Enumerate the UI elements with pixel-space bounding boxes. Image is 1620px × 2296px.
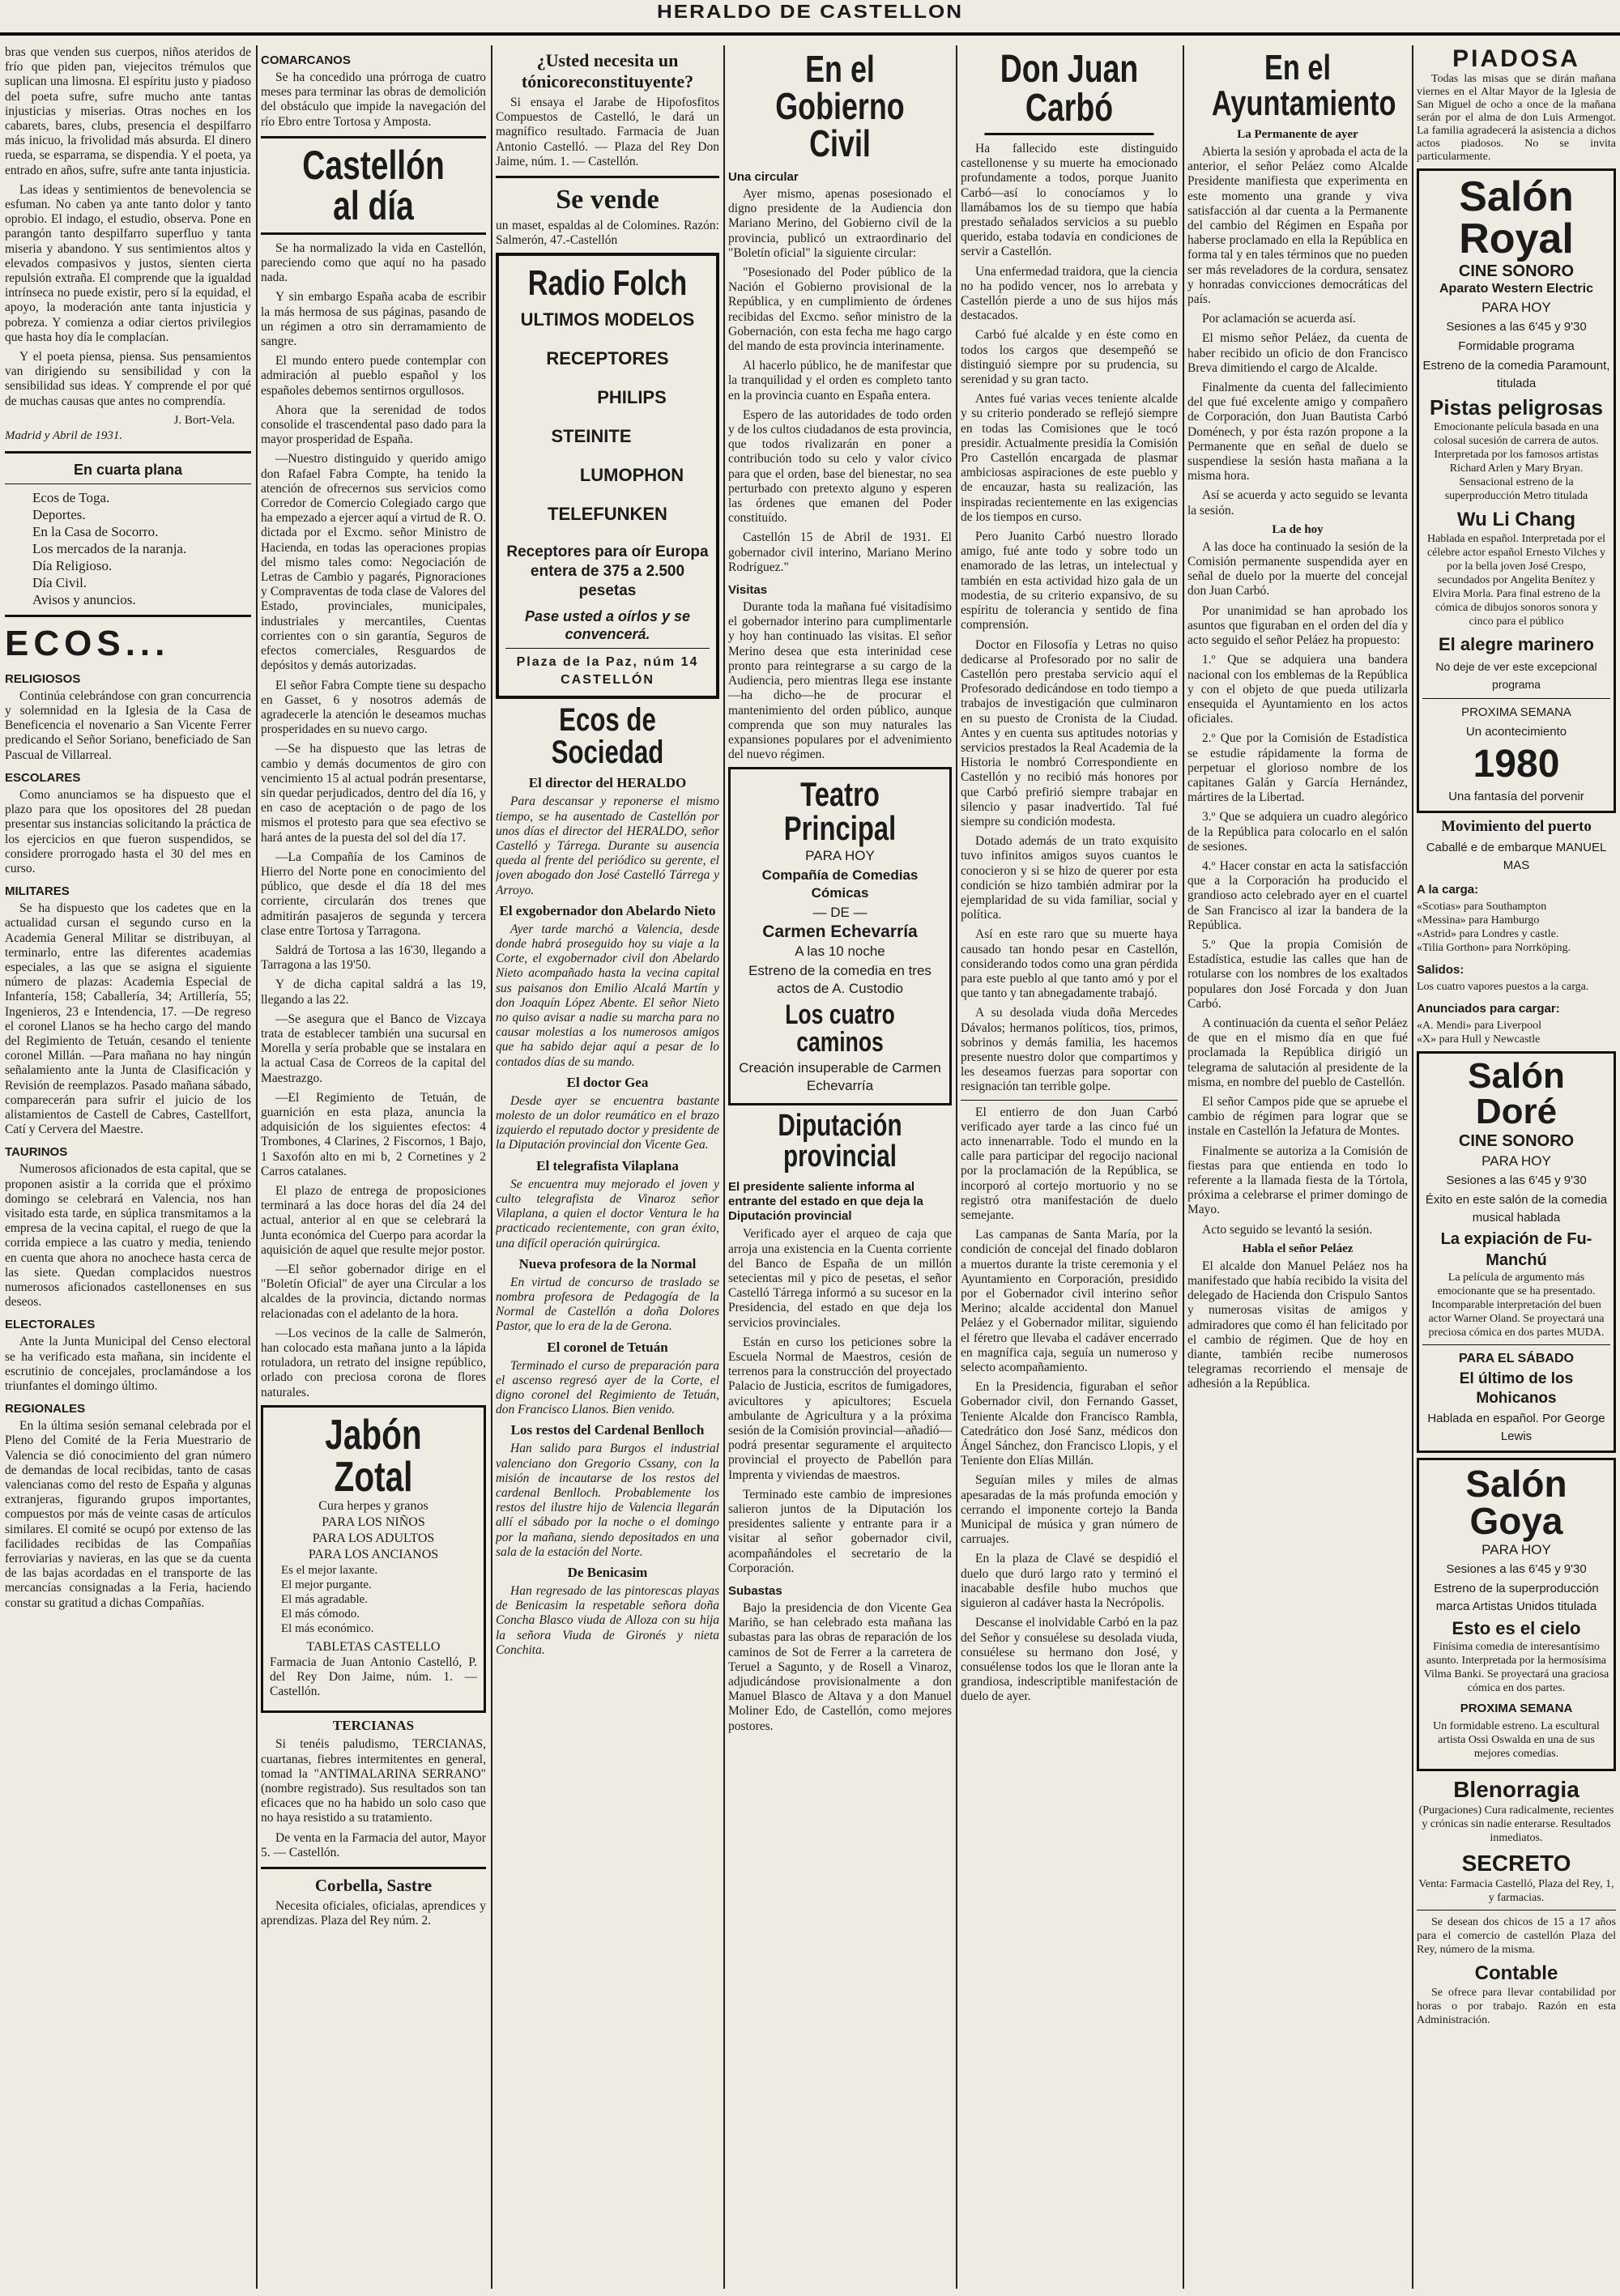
goya-line: Estreno de la superproducción marca Artistas Unidos titulada [1434,1582,1599,1613]
divider [261,136,486,138]
ayuntamiento-title: En el Ayuntamiento [1211,48,1396,123]
article-paragraph: A su desolada viuda doña Mercedes Dávalos; hermanos políticos, tíos, primos, sobrinos y demás familia, les hacemos presente nuestro dolor que compartimos y les deseamos fuerzas para soportar con resignación tan terrible golpe. [961,1006,1178,1094]
salon-royal-ad [1417,168,1616,813]
article-paragraph: Ha fallecido este distinguido castellonense y su muerte ha emocionado profundamente a todos, porque Juanito Carbó—así lo conocíamos y lo llamábamos los de su tiempo que había prestado señalados servicios a su pueblo querido, estaba todavía en condiciones de servir a Castellón. [961,142,1178,259]
goya-film: Esto es el cielo [1452,1618,1581,1638]
section-text: Continúa celebrándose con gran concurrencia y solemnidad en la Iglesia de la Casa de Beneficencia el novenario a San Vicente Ferrer predicando el Señor Soriano, beneficiado de San Pascual de Villarreal. [5,688,251,762]
dore-line: Sesiones a las 6'45 y 9'30 [1446,1174,1587,1187]
section-title: ELECTORALES [5,1318,96,1332]
royal-line: Sesiones a las 6'45 y 9'30 [1446,320,1587,334]
article-paragraph: "Posesionado del Poder público de la Nación el Gobierno provisional de la República, y en cumplimiento de órdenes recibidas del Excmo. señor ministro de la Gobernación, con esta fecha me hago cargo del mando de esta provincia interinamente. [728,266,952,354]
section-text: Numerosos aficionados de esta capital, que se proponen asistir a la corrida que el próximo domingo se celebrará en Valencia, nos han visitado esta tarde, en súplica transmitamos a la empresa de la vecina capital, el ruego de que la corrida empiece a las cuatro y media, teniendo en cuenta que ahora no anochece hasta cerca de las siete. Quedan complacidos nuestros numerosos aficionados castellonenses en sus deseos. [5,1162,251,1310]
section-text: En la última sesión semanal celebrada por el Pleno del Comité de la Feria Muestrario de Valencia se dió conocimiento del gran número de demandas de local recibidas, tanto de casas valencianas como del resto de España y algunas extranjeras, figurando grupos importantes, compuestos por más de veinte casas de artículos similares. El comité se ocupó por extenso de las facilidades recibidas de las Compañías ferroviarias y navieras, en las que se da cuenta de las bajas acordadas en el transporte de las mercancías consignadas a la Feria, haciendo constar su gratitud a dichas Compañías. [5,1419,251,1610]
section-title: ESCOLARES [5,770,81,785]
item-head: El director del HERALDO [528,775,687,791]
article-paragraph: —Se asegura que el Banco de Vizcaya trata de establecer también una sucursal en Morella y sería probable que se instalara en la actual Casa de Correos de la capital del Maestrazgo. [261,1012,486,1085]
radio-address: Plaza de la Paz, núm 14 CASTELLÓN [516,655,699,688]
section-text: Ante la Junta Municipal del Censo electoral se ha verificado esta mañana, sin incidente el escrutinio de concejales, proclamándose a los triunfantes el domingo último. [5,1335,251,1393]
teatro-line: Estreno de la comedia en tres actos de A. Custodio [748,963,932,997]
column-7 [1417,45,1616,2289]
divider [1422,1344,1610,1345]
zotal-list [270,1563,477,1636]
index-title: En cuarta plana [73,461,183,478]
dore-film: La expiación de Fu-Manchú [1440,1230,1592,1269]
goya-title: Salón Goya [1465,1463,1567,1542]
item-text: Ayer tarde marchó a Valencia, desde donde habrá proseguido hoy su viaje a la Corte, el exgobernador civil don Abelardo Nieto acompañado hasta la vecina capital sus paisanos don Emilio Alcalá Martín y don Joaquín López Abente. El señor Nieto no quiso avisar a nadie su marcha para no causar molestias a los numerosos amigos que ha sabido dejar aquí a pesar de lo contados días de su mando. [496,922,719,1069]
radio-line: PHILIPS [597,387,667,408]
dore-text: La película de argumento más emocionante que se ha presentado. Incomparable interpretación del buen actor Warner Oland. Se proyectará una preciosa cómica en dos partes MUDA. [1428,1272,1605,1339]
teatro-line: — DE — [812,905,868,921]
divider [5,615,251,617]
article-paragraph: —El señor gobernador dirige en el "Boletín Oficial" de ayer una Circular a los alcaldes de la provincia, dictando normas relacionadas con el adelanto de la hora. [261,1263,486,1321]
column-4 [728,45,952,2289]
royal-note: No deje de ver este excepcional programa [1435,660,1597,691]
anunciados-list [1417,1019,1616,1046]
section-title: Salidos: [1417,963,1464,977]
royal-line: CINE SONORO [1458,262,1575,280]
tabletas-title: TABLETAS CASTELLO [306,1639,441,1654]
zotal-line: PARA LOS ANCIANOS [308,1547,439,1561]
section-title: A la carga: [1417,883,1479,897]
index-item: Los mercados de la naranja. [32,540,187,556]
divider [5,451,251,454]
divider [5,483,251,484]
divider [496,176,719,178]
proxima-semana: PROXIMA SEMANA [1461,705,1571,719]
year-1980: 1980 [1473,743,1560,786]
item-text: Han salido para Burgos el industrial valenciano don Gregorio Cssany, con la misión de incautarse de los restos del cardenal Benlloch. Probablemente los restos del ilustre hijo de Valencia llegarán allí el sábado por la noche o el domingo por la mañana, siendo depositados en una sala de la estación del Norte. [496,1442,719,1559]
teatro-foot: Creación insuperable de Carmen Echevarría [739,1060,941,1094]
dore-line: Éxito en este salón de la comedia musical hablada [1425,1193,1608,1225]
carga-item: «Astrid» para Londres y castle. [1417,928,1559,940]
section-title: La Permanente de ayer [1237,128,1358,141]
index-item: Día Civil. [32,574,87,590]
royal-text: Hablada en español. Interpretada por el célebre actor español Ernesto Vilches y por la bella joven José Crespo, secundados por Angelita Benítez y Elvira Morla. Para final estreno de la cómica de dibujos sonoros sonora y cinco para el público [1426,533,1606,628]
section-title: Una circular [728,170,799,184]
teatro-title: Teatro Principal [783,775,897,848]
teatro-principal-ad [728,767,952,1105]
teatro-line: A las 10 noche [795,944,885,960]
blenorragia-title: Blenorragia [1453,1777,1580,1802]
zotal-ad [261,1405,486,1714]
secreto-text: Venta: Farmacia Castelló, Plaza del Rey, 1, y farmacias. [1418,1878,1614,1904]
article-paragraph: —Se ha dispuesto que las letras de cambio y demás documentos de giro con vencimiento 15 al actual podrán presentarse, sin quedar perjudicados, dentro del día 16, y en caso de aceptación o de pago de los mismos el protesto para que sea efectivo se hará antes de la puesta del sol del día 17. [261,742,486,845]
column-rule [956,45,957,2289]
tonic-text: Si ensaya el Jarabe de Hipofosfitos Compuestos de Castelló, le dará un magnífico resultado. Farmacia de Juan Antonio Castelló. — Plaza del Rey Don Jaime, núm. 1. — Castellón. [496,96,719,168]
zotal-list-item: El más agradable. [281,1592,369,1606]
article-paragraph: Por unanimidad se han aprobado los asuntos que figuraban en el orden del día y acto seguido el señor Peláez ha propuesto: [1187,603,1408,648]
article-paragraph: El plazo de entrega de proposiciones terminará a las doce horas del día 24 del actual, anterior al en que se celebrará la Junta económica del Cuerpo para acordar la aquisición de aquel que resulte mejor postor. [261,1184,486,1257]
article-paragraph: Por aclamación se acuerda así. [1202,312,1356,326]
article-paragraph: Castellón 15 de Abril de 1931. El gobernador civil interino, Mariano Merino Rodríguez." [728,530,952,574]
contable-text: Se ofrece para llevar contabilidad por horas o por trabajo. Razón en esta Administración. [1417,1987,1616,2026]
carga-item: «Scotias» para Southampton [1417,901,1547,913]
article-paragraph: El mismo señor Peláez, da cuenta de haber recibido un oficio de don Francisco Breva dimitiendo el cargo de Alcalde. [1187,331,1408,375]
diputacion-subhead: El presidente saliente informa al entrante del estado en que deja la Diputación provincial [728,1180,923,1224]
article-paragraph: Seguían miles y miles de almas apesaradas de la más profunda emoción y cerrando el imponente cortejo la Banda Municipal de música y gran número de carruajes. [961,1473,1178,1547]
corbella-text: Necesita oficiales, oficialas, aprendices y aprendizas. Plaza del Rey núm. 2. [261,1899,486,1928]
article-paragraph: Así en este raro que su muerte haya causado tan hondo pesar en Castellón, considerando todos como una gran pérdida para este pueblo al que tanto amó y por el que tanto y tan abnegadamente trabajó. [961,927,1178,1001]
sabado-film: El último de los Mohicanos [1459,1370,1574,1407]
dore-title: Salón Doré [1468,1056,1565,1131]
royal-line: Estreno de la comedia Paramount, titulada [1422,359,1610,390]
item-head: El doctor Gea [566,1074,649,1090]
index-item: Avisos y anuncios. [32,591,136,607]
article-paragraph: El entierro de don Juan Carbó verificado ayer tarde a las cinco fué un acto innenarrable. Todo el mundo en la calle para participar del regocijo nacional por la proclamación de la República, se incorporó al cortejo mortuorio y no se registró otra manifestación de duelo semejante. [961,1105,1178,1223]
tercianas-title: TERCIANAS [332,1718,415,1734]
dore-line: CINE SONORO [1458,1132,1575,1150]
masthead [0,0,1620,36]
se-vende-title: Se vende [556,185,659,215]
item-head: El exgobernador don Abelardo Nieto [499,902,716,918]
radio-cta: Pase usted a oírlos y se convencerá. [524,608,691,643]
column-5 [961,45,1178,2289]
column-2 [261,45,486,2289]
article-paragraph: Las ideas y sentimientos de benevolencia se esfuman. No caben ya ante tanto dolor y tanto oprobio. El indago, el estudio, observa. Pone en parangón tanto despilfarro superfluo y tanta miseria y abandono. Y sus sentimientos altos y elevados compasivos y justos, sienten cierta repulsión extraña. El comprende que la igualdad intrínseca no puede existir, pero sí la equidad, el apoyo, la moderación ante tanta injusticia y pobreza. Y comienza a odiar ciertos privilegios que hasta hoy día le complacían. [5,182,251,344]
goya-line: Sesiones a las 6'45 y 9'30 [1446,1562,1587,1576]
index-list [5,489,251,608]
teatro-line: Carmen Echevarría [762,922,918,942]
sabado: PARA EL SÁBADO [1459,1352,1574,1365]
column-1 [5,45,251,2289]
zotal-list-item: Es el mejor laxante. [281,1563,378,1577]
index-item: Día Religioso. [32,557,113,573]
contable-title: Contable [1474,1962,1558,1984]
column-rule [723,45,725,2289]
article-paragraph: Saldrá de Tortosa a las 16'30, llegando a Tarragona a las 19'50. [261,943,486,973]
item-head: De Benicasim [567,1564,648,1580]
column-3 [496,45,719,2289]
article-paragraph: Se ha normalizado la vida en Castellón, pareciendo como que aquí no ha pasado nada. [261,241,486,285]
article-paragraph: 2.º Que por la Comisión de Estadística se estudie rápidamente la forma de perpetuar el glorioso nombre de los capitanes Galán y García Hernández, mártires de la Libertad. [1187,731,1408,805]
article-paragraph: Ahora que la serenidad de todos consolide el trascendental paso dado para la mayor prosperidad de España. [261,403,486,447]
article-paragraph: El señor Campos pide que se apruebe el cambio de régimen para lograr que se instale en Castellón la Jefatura de Montes. [1187,1094,1408,1139]
teatro-play: Los cuatro caminos [785,999,895,1059]
royal-film: El alegre marinero [1439,634,1594,654]
royal-line: Formidable programa [1458,339,1575,353]
divider [505,648,710,649]
article-paragraph: Abierta la sesión y aprobada el acta de la anterior, el señor Peláez como Alcalde Presidente manifiesta que experimenta en este momento una grande y viva satisfacción al dar cuenta a la Permanente del cambio del Régimen en España por haberse proclamado en ella la República en forma tal y en tales términos que no pueden ser más reveladores de la cordura, sensatez y honradas convicciones democráticas del país. [1187,145,1408,307]
article-paragraph: Espero de las autoridades de todo orden y de los cultos ciudadanos de esta provincia, que todos rivalizarán en poner a contribución todo su celo y valor cívico para que el orden, base del bienestar, no sea perturbado con pretexto alguno y esperen las órdenes que emanen del Poder constituído. [728,407,952,526]
royal-line: Aparato Western Electric [1439,282,1593,296]
teatro-line: PARA HOY [805,848,875,864]
goya-line: PARA HOY [1481,1542,1551,1557]
gobierno-civil-title: En el Gobierno Civil [775,48,905,164]
article-paragraph: Descanse el inolvidable Carbó en la paz del Señor y consuélese su desolada viuda, consuélese su hermano don José, y consuélense todos los que le lloran ante la grandiosa, indescriptible manifestación de duelo de ayer. [961,1616,1178,1704]
article-paragraph: Al hacerlo público, he de manifestar que la tranquilidad y el orden es completo tanto en la provincia cuanto en España entera. [728,359,952,403]
juan-carbo-title: Don Juan Carbó [984,50,1153,135]
article-paragraph: 4.º Hacer constar en acta la satisfacción que a la Corporación ha producido el grandioso acto celebrado ayer en el cuartel de San Francisco al izar la bandera de la República. [1187,858,1408,932]
item-head: Nueva profesora de la Normal [518,1255,697,1272]
article-paragraph: Verificado ayer el arqueo de caja que arroja una existencia en la Cuenta corriente del Banco de España de un millón setecientas mil y pico de pesetas, el señor Castelló Tárrega informó a su sucesor en la Presidencia, del estado en que deja los servicios provinciales. [728,1227,952,1330]
divider [1422,698,1610,699]
column-6 [1187,45,1408,2289]
article-paragraph: En la Presidencia, figuraban el señor Gobernador civil, don Fernando Gasset, Teniente Alcalde don Francisco Rambla, Catedrático don José Sanz, médicos don Ángel Sánchez, don Francisco Llopis, y el Teniente don Elías Millán. [961,1380,1178,1468]
dateline: Madrid y Abril de 1931. [5,428,123,442]
goya-prox-text: Un formidable estreno. La escultural artista Ossi Oswalda en una de sus mejores comedias. [1433,1720,1600,1760]
column-rule [1412,45,1413,2289]
piadosa-text: Todas las misas que se dirán mañana viernes en el Altar Mayor de la Iglesia de San Miguel de ocho a once de la mañana serán por el alma de don Luis Armengot. La familia agradecerá la asistencia a dichos actos piadosos. No se invita particularmente. [1417,73,1616,163]
anunciados-item: «X» para Hull y Newcastle [1417,1033,1541,1046]
diputacion-title: Diputación provincial [778,1109,902,1174]
item-head: El coronel de Tetuán [547,1339,668,1355]
article-paragraph: Finalmente se autoriza a la Comisión de fiestas para que entienda en todo lo referente a la llamada fiesta de la Tórtola, próxima a celebrarse el primer domingo de Mayo. [1187,1144,1408,1217]
se-vende-text: un maset, espaldas al de Colomines. Razón: Salmerón, 47.-Castellón [496,219,719,248]
royal-film: Wu Li Chang [1456,509,1576,530]
article-paragraph: Antes fué varias veces teniente alcalde y su criterio ponderado se reflejó siempre en todas las Comisiones que le tocó presidir. Actualmente presidía la Comisión Pro Castellón encargada de plasmar ambiciosas aspiraciones de este pueblo y de encauzar, hasta su realización, las inspiradas recientemente en las exigencias de los tiempos en curso. [961,392,1178,524]
article-paragraph: El señor Fabra Compte tiene su despacho en Gasset, 6 y nosotros además de agradecerle la atención le deseamos muchas prosperidades en su nuevo cargo. [261,678,486,737]
newspaper-title: HERALDO DE CASTELLON [657,0,963,23]
item-head: Los restos del Cardenal Benlloch [510,1422,705,1438]
fantasia: Una fantasía del porvenir [1448,790,1584,803]
acontecimiento: Un acontecimiento [1465,725,1567,739]
tercianas-text: De venta en la Farmacia del autor, Mayor 5. — Castellón. [261,1830,486,1859]
royal-film: Pistas peligrosas [1430,395,1603,420]
zotal-subtitle: Cura herpes y granos [318,1498,428,1513]
item-text: En virtud de concurso de traslado se nombra profesora de Pedagogía de la Normal de Castellón a doña Dolores Pastor, que lo era de la de Gerona. [496,1275,719,1334]
article-paragraph: Una enfermedad traidora, que la ciencia no ha podido vencer, nos lo arrebata y Castellón pierde a uno de sus hijos más destacados. [961,264,1178,323]
article-paragraph: Y el poeta piensa, piensa. Sus pensamientos van dirigiendo su sensibilidad y con la sensibilidad sus ideas. Y comprende el por qué de muchas causas que antes no comprendía. [5,350,251,408]
index-item: En la Casa de Socorro. [32,523,159,539]
radio-folch-ad [496,253,719,699]
divider [261,232,486,235]
article-paragraph: A continuación da cuenta el señor Peláez de que en el mismo día en que fué proclamada la República dirigió un telegrama de salutación al presidente de la misma, en nombre del pueblo de Castellón. [1187,1016,1408,1089]
section-title: REGIONALES [5,1402,86,1416]
radio-line: ULTIMOS MODELOS [520,309,695,330]
chicos-text: Se desean dos chicos de 15 a 17 años para el comercio de castellón Plaza del Rey, número de la misma. [1417,1916,1616,1956]
radio-line: STEINITE [551,426,632,447]
article-paragraph: Las campanas de Santa María, por la condición de concejal del finado doblaron a muertos durante la triste ceremonia y el Ayuntamiento en Corporación, presidido por el Gobernador civil interino señor Merino; alcalde accidental don Manuel Peláez y el Gobernador militar, siguiendo el féretro que llevaba el cadáver encerrado en magnífica caja, seguía un numeroso y selecto acompañamiento. [961,1228,1178,1375]
salon-goya-ad [1417,1458,1616,1771]
item-text: Desde ayer se encuentra bastante molesto de un dolor reumático en el brazo izquierdo el reputado doctor y presidente de la Diputación provincial don Vicente Gea. [496,1093,719,1152]
article-paragraph: Ayer mismo, apenas posesionado el digno presidente de la Audiencia don Mariano Merino, del Gobierno civil de la provincia, publicó un extraordinario del "Boletín oficial" la siguiente circular: [728,187,952,260]
dore-line: PARA HOY [1481,1153,1551,1169]
article-paragraph: Y de dicha capital saldrá a las 19, llegando a las 22. [261,978,486,1007]
royal-text: Emocionante película basada en una colosal sucesión de carrera de autos. Interpretada por los famosos artistas Richard Arlen y Mary Bryan. Sensacional estreno de la superproducción Metro titulada [1434,421,1599,502]
article-paragraph: —Los vecinos de la calle de Salmerón, han colocado esta mañana junto a la lápida rotuladora, un retrato del insigne repúblico, orlado con preciosa corona de flores naturales. [261,1326,486,1399]
tabletas-text: Farmacia de Juan Antonio Castelló, P. del Rey Don Jaime, núm. 1. — Castellón. [270,1655,477,1699]
column-rule [491,45,492,2289]
article-paragraph: 5.º Que la propia Comisión de Estadística, estudie las calles que han de rotularse con los nombres de los exaltados populares don José Forcada y don Juan Carbó. [1187,937,1408,1011]
tonic-title: ¿Usted necesita un tónicoreconstituyente? [521,50,694,92]
zotal-line: PARA LOS NIÑOS [322,1514,425,1529]
section-title: TAURINOS [5,1145,68,1160]
item-text: Han regresado de las pintorescas playas de Benicasim la respetable señora doña Concha Blasco viuda de Alloza con su hija la señora Viuda de Gironés y nieta Conchita. [496,1583,719,1657]
divider [961,1100,1178,1101]
anunciados-item: «A. Mendi» para Liverpool [1417,1020,1541,1032]
divider [261,1867,486,1869]
goya-text: Finísima comedia de interesantísimo asunto. Interpretada por la hermosísima Vilma Banki. Se proyectará una graciosa cómica en dos partes. [1423,1641,1609,1694]
tercianas-text: Si tenéis paludismo, TERCIANAS, cuartanas, fiebres intermitentes en general, tomad la "ANTIMALARINA SERRANO" (nombre registrado). Sus resultados son tan eficaces que no ha habido un solo caso que no haya resistido a su tratamiento. [261,1737,486,1825]
article-paragraph: Acto seguido se levantó la sesión. [1202,1222,1373,1237]
item-head: El telegrafista Vilaplana [536,1157,679,1174]
article-paragraph: 3.º Que se adquiera un cuadro alegórico de la República para colocarlo en el salón de sesiones. [1187,810,1408,854]
article-paragraph: El alcalde don Manuel Peláez nos ha manifestado que había recibido la visita del delegado de Hacienda don Crispulo Santos y numerosas visitas de amigos y admiradores que como él han felicitado por el cambio de régimen. Que de hoy en diante, también recibe numerosos telegramas recorriendo el mensaje de adhesión a la República. [1187,1259,1408,1391]
teatro-line: Compañía de Comedias Cómicas [761,867,919,901]
article-paragraph: Dotado además de un trato exquisito tuvo infinitos amigos suyos cuantos le conocieron y si se hizo de querer por esta condición se hizo también admirar por la ejemplaridad de su vida familiar, social y política. [961,834,1178,922]
section-title: Anunciados para cargar: [1417,1002,1560,1016]
section-title: Subastas [728,1583,782,1598]
article-paragraph: Durante toda la mañana fué visitadísimo el gobernador interino para cumplimentarle y hoy han continuado las visitas. El señor Merino desea que esta interinidad cese pronto para reintegrarse a su cargo de la Audiencia, pero mientras llega ese instante—ha dicho—he de procurar el mantenimiento del orden público, aunque comprenda que son muy naturales las expansiones populares por el advenimiento del nuevo régimen. [728,600,952,762]
royal-title: Salón Royal [1459,173,1574,262]
ecos-sociedad-title: Ecos de Sociedad [551,702,664,771]
zotal-list-item: El más económico. [281,1621,374,1635]
goya-prox: PROXIMA SEMANA [1460,1702,1573,1715]
article-paragraph: Están en curso los peticiones sobre la Escuela Normal de Maestros, cesión de terrenos para la construcción del proyectado Palacio de Justicia, escritos de fumigadores, avicultores y apicultores; Escuela ambulante de Agricultura y a la próxima sesión de la Comisión provincial—añadió—podrá presentar seguramente el arquitecto provincial el proyecto de Pabellón para Imprenta y viviendas de maestros. [728,1335,952,1482]
radio-line: RECEPTORES [546,348,669,369]
article-paragraph: Pero Juanito Carbó nuestro llorado amigo, fué ante todo y sobre todo un enamorado de las letras, un intelectual y también en esta actividad hizo gala de un modestia, de su criterio expansivo, de su espíritu de tolerancia y sentido de fina comprensión. [961,530,1178,633]
section-text: Se ha concedido una prórroga de cuatro meses para terminar las obras de demolición del obstáculo que impide la navegación del río Ebro entre Tortosa y Amposta. [261,70,486,129]
index-item: Deportes. [32,506,86,522]
column-rule [256,45,258,2289]
zotal-list-item: El más cómodo. [281,1607,360,1621]
section-title: COMARCANOS [261,53,351,67]
zotal-list-item: El mejor purgante. [281,1578,372,1591]
article-paragraph: —Nuestro distinguido y querido amigo don Rafael Fabra Compte, ha tenido la atención de ofrecernos sus servicios como Corredor de Comercio Colegiado cargo que ha empezado a ejercer aquí a virtud de R. O. dictada por el Excmo. señor Ministro de Hacienda, en todas las operaciones propias del mismo tales como: Negociación de Letras de Cambio y pagarés, Pignoraciones y Compraventas de toda clase de Valores del Estado, provinciales, municipales, industriales y mercantiles, Cuentas corrientes con o sin garantía, Seguros de efectos comerciales, Resguardos de depósitos y demás autorizadas. [261,452,486,673]
signature: J. Bort-Vela. [173,413,235,427]
sabado-text: Hablada en español. Por George Lewis [1427,1412,1605,1443]
ecos-heading: ECOS... [5,623,170,663]
article-paragraph: Doctor en Filosofía y Letras no quiso dedicarse al Profesorado por no salir de Castellón pero prestaba servicio aquí el Profesorado dedicándose en todo tiempo a trabajos de investigación que culminaron en su puesto de Cronista de la Ciudad. Antes y en cuenta sus aptitudes notorias y servicios prestados la Real Academia de la Historia le nombró Correspondiente en Castellón y no recibió más honores por que Carbó prefirió siempre trabajar en silencio y pasar inadvertido. Tal fué siempre su condición modesta. [961,637,1178,829]
article-paragraph: A las doce ha continuado la sesión de la Comisión permanente suspendida ayer en señal de duelo por la muerte del concejal don Juan Carbó. [1187,539,1408,598]
corbella-title: Corbella, Sastre [314,1876,433,1896]
index-item: Ecos de Toga. [32,489,110,505]
castellon-al-dia-title: Castellón al día [302,142,445,228]
section-title: MILITARES [5,884,70,899]
radio-line: TELEFUNKEN [548,504,667,525]
blenorragia-text: (Purgaciones) Cura radicalmente, recientes y crónicas sin nadie enterarse. Resultados inmediatos. [1418,1804,1614,1844]
section-title: RELIGIOSOS [5,671,81,686]
article-paragraph: Y sin embargo España acaba de escribir la más hermosa de sus páginas, pasando de un régimen a otro sin derramamiento de sangre. [261,290,486,349]
zotal-title: Jabón Zotal [325,1411,422,1501]
section-text: Como anunciamos se ha dispuesto que el plazo para que los opositores del 28 puedan presentar sus instancias solicitando la práctica de los ejercicios en que fueron suspendidos, se considere prorrogado hasta el 30 del mes en curso. [5,787,251,875]
article-paragraph: Carbó fué alcalde y en éste como en todos los cargos que desempeñó se distinguió siempre por su prudencia, su serenidad y su gran tacto. [961,328,1178,387]
carga-list [1417,900,1616,955]
carga-item: «Messina» para Hamburgo [1417,914,1540,926]
radio-folch-title: Radio Folch [527,263,688,304]
movimiento-title: Movimiento del puerto [1441,818,1592,835]
article-paragraph: —La Compañía de los Caminos de Hierro del Norte pone en conocimiento del público, que desde el día 18 del mes corriente, circularán dos trenes que admitirán pasajeros de segunda y tercera clase entre Tortosa y Tarragona. [261,850,486,938]
article-paragraph: —El Regimiento de Tetuán, de guarnición en esta plaza, anuncia la adquisición de los siguientes efectos: 4 Trombones, 4 Clarines, 2 Fiscornos, 1 Bajo, 1 Saxofón alto en mi b, 2 Cornetines y 2 Carros catalanes. [261,1090,486,1178]
radio-offer: Receptores para oír Europa entera de 375 a 2.500 pesetas [506,543,709,600]
section-title: Habla el señor Peláez [1242,1242,1354,1255]
article-paragraph: Finalmente da cuenta del fallecimiento del que fué excelente amigo y compañero de Corporación, don Juan Bautista Carbó Doménech, y por ésta razón propone a la Permanente que en señal de duelo se suspendiese la sesión hasta mañana a la misma hora. [1187,381,1408,483]
article-paragraph: Así se acuerda y acto seguido se levanta la sesión. [1187,488,1408,518]
section-title: La de hoy [1272,522,1324,536]
secreto-title: SECRETO [1461,1851,1571,1876]
article-paragraph: En la plaza de Clavé se despidió el duelo que duró largo rato y terminó el inacabable desfile hubo muchos que siguieron al cadáver hasta la Necrópolis. [961,1552,1178,1611]
movimiento-text: Caballé e de embarque MANUEL MAS [1426,841,1607,872]
section-title: Visitas [728,583,768,598]
item-text: Se encuentra muy mejorado el joven y culto telegrafista de Vinaroz señor Vilaplana, a quien el doctor Ventura le ha practicado recientemente, con gran éxito, una difícil operación quirúrgica. [496,1177,719,1250]
royal-line: PARA HOY [1481,300,1551,315]
column-rule [1183,45,1184,2289]
salon-dore-ad [1417,1051,1616,1453]
zotal-line: PARA LOS ADULTOS [312,1531,435,1545]
piadosa-title: PIADOSA [1452,45,1580,72]
article-paragraph: El mundo entero puede contemplar con admiración al pueblo español y los españoles debemos sentirnos orgullosos. [261,354,486,398]
article-paragraph: 1.º Que se adquiera una bandera nacional con los emblemas de la República y con el objeto de que pueda utilizarla ensequida el Ayuntamiento en los actos oficiales. [1187,653,1408,726]
item-text: Para descansar y reponerse el mismo tiempo, se ha ausentado de Castellón por unos días el director del HERALDO, señor Castelló y Tárrega. Durante su ausencia queda al frente del periódico su gerente, el joven abogado don José Castelló Tárrega y Arroyo. [496,794,719,897]
article-paragraph: Bajo la presidencia de don Vicente Gea Mariño, se han celebrado esta mañana las subastas para las obras de reparación de los caminos de Sot de Ferrer a la carretera de Teruel a Sagunto, y de Rosell a Vinaroz, adjudicándose provisionalmente a don Manuel Blasco de Altava y a don Manuel Moliner Edo, de Castellón, como mejores postores. [728,1600,952,1733]
radio-line: LUMOPHON [579,465,684,486]
section-text: Se ha dispuesto que los cadetes que en la actualidad cursan el segundo curso en la Academia General Militar se distribuyan, al terminarlo, entre las diferentes academias especiales, a las que se asigna el siguiente número de plazas: Academia Especial de Infantería, 158; Caballería, 34; Artillería, 55; Ingenieros, 23 e Intendencia, 17. —De regreso el coronel Llanos se ha hecho cargo del mando del Regimiento de Tetuán, cesando el teniente coronel Millán. —Para mañana no hay ningún señalamiento ante la Junta de Clasificación y Revisión de reemplazos. Pasado mañana sábado, comparecerán para sufrir el juicio de los alistamientos de Castell de Cabres, Castellfort, Catí y Cervera del Maestre. [5,901,251,1137]
carga-item: «Tilia Gorthon» para Norrköping. [1417,942,1571,954]
article-paragraph: bras que venden sus cuerpos, niños ateridos de frío que piden pan, viejecitos trémulos que suplican una limosna. El espíritu justo y piadoso del poeta sufre, sufre mucho ante tantas injusticias y miserias. Otras noches en los cabarets, bares, clubs, presencia el despilfarro más inicuo, la frivolidad más absurda. El dinero rueda, se esparrama, se dispendia. Y el poeta, ya entrado en años, sufre, sufre ante tanta injusticia. [5,45,251,177]
item-text: Terminado el curso de preparación para el ascenso regresó ayer de la Corte, el digno coronel del Regimiento de Tetuán, don Francisco Llanos. Bien venido. [496,1358,719,1417]
salidos-text: Los cuatro vapores puestos a la carga. [1417,981,1589,993]
article-paragraph: Terminado este cambio de impresiones salieron juntos de la Diputación los presidentes saliente y entrante para ir a visitar al señor gobernador civil, acompañándoles el secretario de la Corporación. [728,1487,952,1575]
